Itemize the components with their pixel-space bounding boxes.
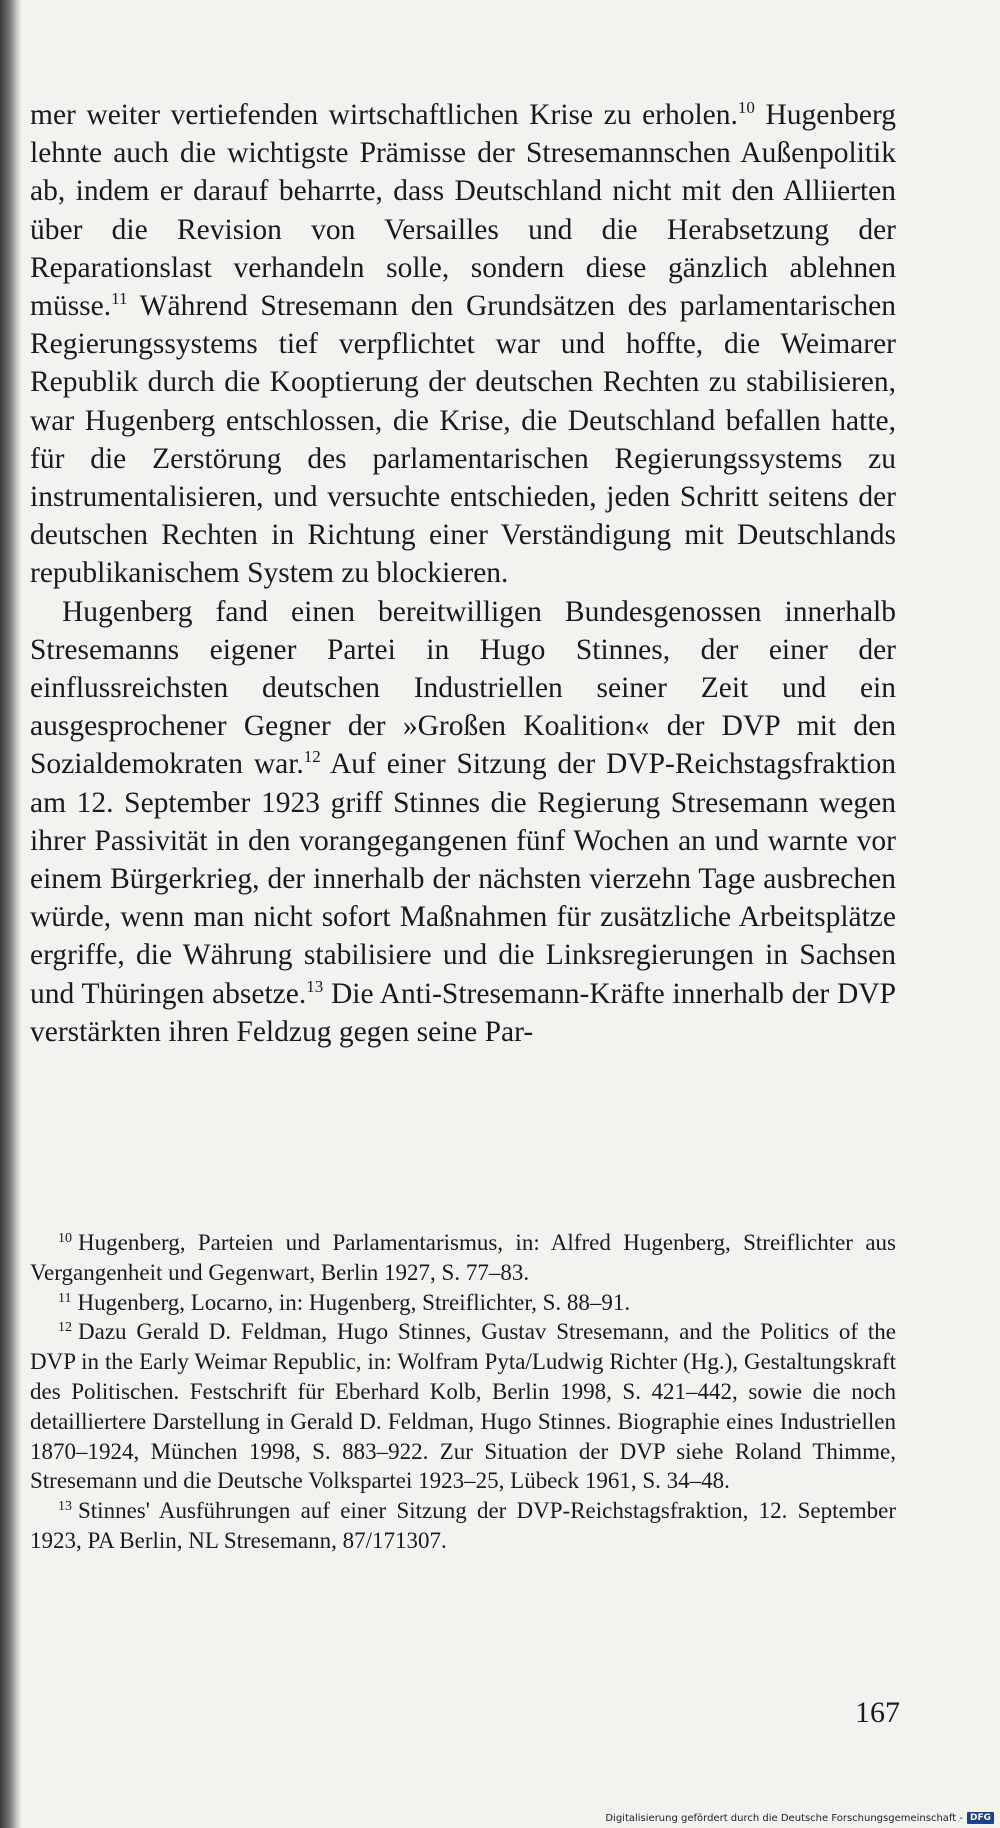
footnote-ref: 13 [306,976,324,996]
paragraph-text: Die Anti-Stresemann-Kräfte innerhalb der DVP verstärkten ihren Feldzug gegen seine Par- [30,977,896,1048]
page-number: 167 [855,1696,900,1729]
footnote [30,1496,896,1556]
page-body [30,96,896,1051]
dfg-logo-icon: DFG [967,1812,994,1824]
footnote-text: Stinnes' Ausführungen auf einer Sitzung der DVP-Reichstagsfraktion, 12. September 1923, PA Berlin, NL Stresemann, 87/171307. [30,1498,896,1553]
footnotes [30,1228,896,1556]
paragraph-2 [30,593,896,1051]
footnote-ref: 12 [303,747,321,767]
footnote [30,1228,896,1288]
footnote-text: Dazu Gerald D. Feldman, Hugo Stinnes, Gustav Stresemann, and the Politics of the DVP in the Early Weimar Republic, in: Wolfram Pyta/Ludwig Richter (Hg.), Gestaltungskraft des Politischen. Festschrift für Eberhard Kolb, Berlin 1998, S. 421–442, sowie die noch detailliertere Darstellung in Gerald D. Feldman, Hugo Stinnes. Biographie eines Industriellen 1870–1924, München 1998, S. 883–922. Zur Situation der DVP siehe Roland Thimme, Stresemann und die Deutsche Volkspartei 1923–25, Lübeck 1961, S. 34–48. [30,1319,896,1494]
paragraph-text: mer weiter vertiefenden wirtschaftlichen Krise zu erholen. [30,99,738,131]
footnote-number: 11 [58,1290,72,1306]
footnote-number: 13 [58,1499,72,1515]
paragraph-text: Während Stresemann den Grundsätzen des parlamentarischen Regierungssystems tief verpflichtet war und hoffte, die Weimarer Republik durch die Kooptierung der deutschen Rechten zu stabilisieren, war Hugenberg entschlossen, die Krise, die Deutschland befallen hatte, für die Zerstörung des parlamentarischen Regierungssystems zu instrumentalisieren, und versuchte entschieden, jeden Schritt seitens der deutschen Rechten in Richtung einer Verständigung mit Deutschlands republikanischem System zu blockieren. [30,290,896,590]
footnote-text: Hugenberg, Locarno, in: Hugenberg, Streiflichter, S. 88–91. [77,1289,631,1315]
footnote-ref: 11 [111,289,128,309]
paragraph-1 [30,96,896,593]
paragraph-text: Hugenberg lehnte auch die wichtigste Prämisse der Stresemannschen Außenpolitik ab, indem er darauf beharrte, dass Deutschland nicht mit den Alliierten über die Revision von Versailles und die Herabsetzung der Reparationslast verhandeln solle, sondern diese gänzlich ablehnen müsse. [30,99,896,323]
footnote [30,1288,896,1318]
footnote [30,1317,896,1496]
footnote-number: 10 [58,1231,72,1246]
footnote-ref: 10 [737,98,755,117]
digitization-text: Digitalisierung gefördert durch die Deutsche Forschungsgemeinschaft - [605,1812,963,1824]
binding-shadow [0,0,22,1828]
footnote-text: Hugenberg, Parteien und Parlamentarismus, in: Alfred Hugenberg, Streiflichter aus Vergangenheit und Gegenwart, Berlin 1927, S. 77–83. [30,1230,896,1285]
footnote-number: 12 [58,1320,72,1336]
paragraph-text: Hugenberg fand einen bereitwilligen Bundesgenossen innerhalb Stresemanns eigener Partei in Hugo Stinnes, der einer der einflussreichsten deutschen Industriellen seiner Zeit und ein ausgesprochener Gegner der »Großen Koalition« der DVP mit den Sozialdemokraten war. [30,595,896,781]
digitization-credit [605,1812,994,1824]
paragraph-text: Auf einer Sitzung der DVP-Reichstagsfraktion am 12. September 1923 griff Stinnes die Regierung Stresemann wegen ihrer Passivität in den vorangegangenen fünf Wochen an und warnte vor einem Bürgerkrieg, der innerhalb der nächsten vierzehn Tage ausbrechen würde, wenn man nicht sofort Maßnahmen für zusätzliche Arbeitsplätze ergriffe, die Währung stabilisiere und die Linksregierungen in Sachsen und Thüringen absetze. [30,748,897,1010]
